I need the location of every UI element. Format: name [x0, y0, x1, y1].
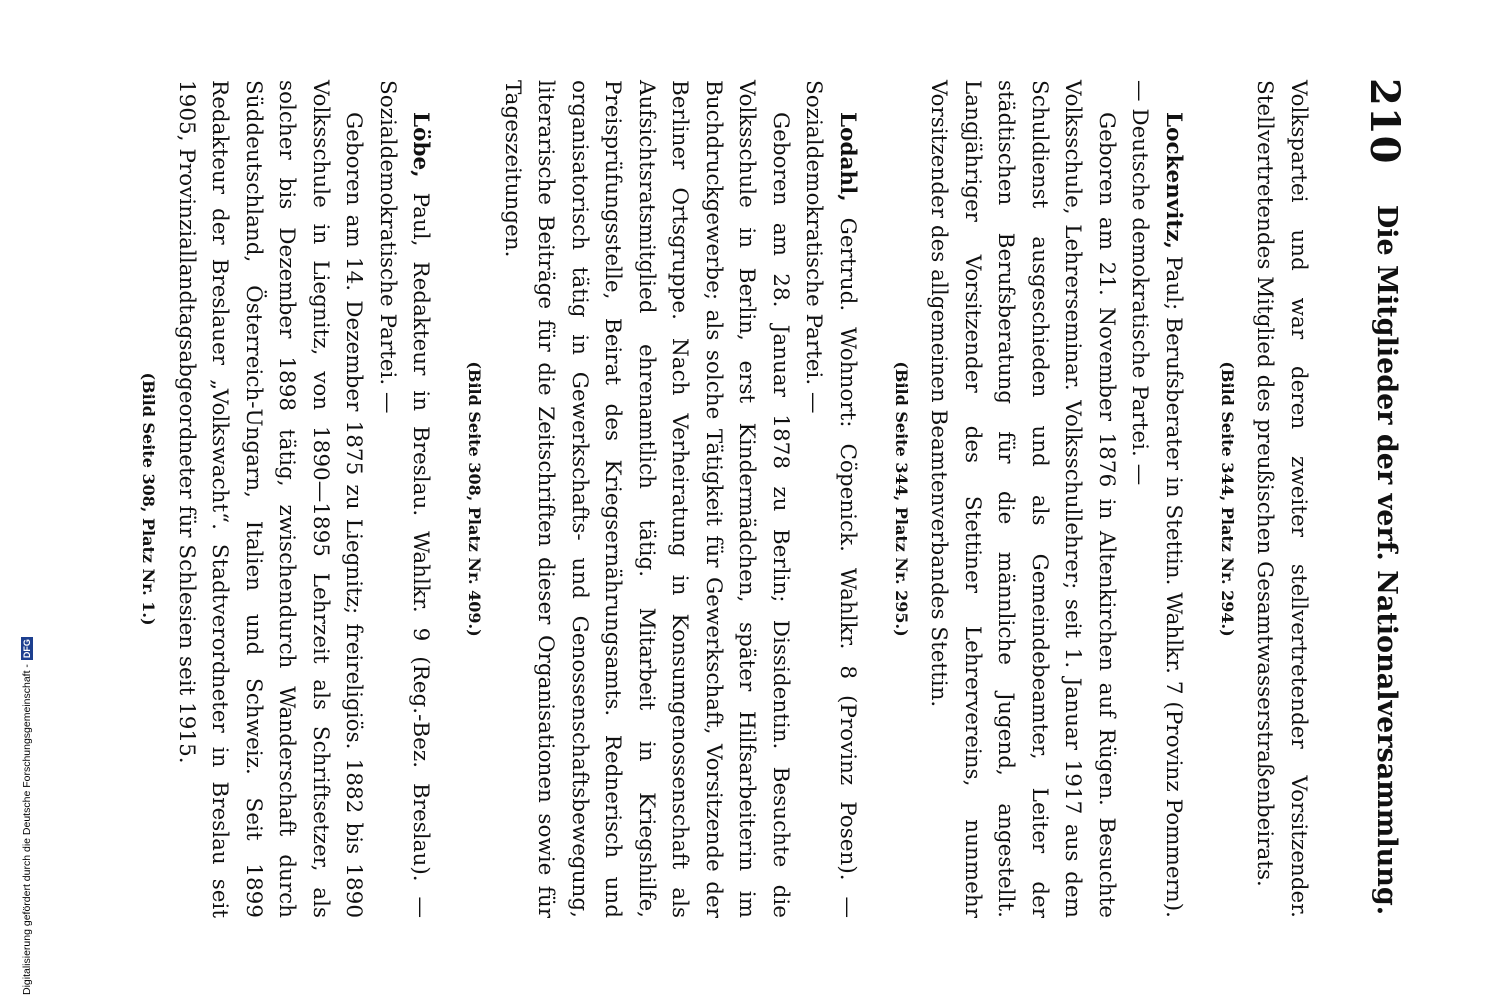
entry-biography: Geboren am 14. Dezember 1875 zu Liegnitz; freireligiös. 1882 bis 1890 Volksschule in Liegnitz, von 1890—1895 Lehrzeit als Schriftsetzer, als solcher bis Dezember 1898 tätig, zwischendurch Wanderschaft durch Süddeutschland, Österreich-Ungarn, Italien und Schweiz. Seit 1899 Redakteur der Breslauer „Volkswacht“. Stadtverordneter in Breslau seit 1905, Provinziallandtagsabgeordneter für Schlesien seit 1915.: [174, 80, 367, 918]
person-name: Lockenvitz,: [1161, 112, 1186, 250]
digitization-credit: [20, 595, 34, 995]
page-number: 210: [1361, 78, 1408, 165]
entry-heading-paragraph: [797, 80, 864, 918]
person-name: Lodahl,: [835, 112, 860, 202]
entry-summary: Paul, Redakteur in Breslau. Wahlkr. 9 (Reg.-Bez. Breslau). — Sozialdemokratische Partei. —: [375, 80, 434, 918]
entry-heading-paragraph: [1123, 80, 1190, 918]
picture-reference: (Bild Seite 308, Platz Nr. 409.): [465, 361, 485, 637]
page-header: [1360, 70, 1410, 930]
biography-entry: [464, 80, 865, 918]
dfg-logo: DFG: [22, 639, 32, 659]
picture-reference: (Bild Seite 344, Platz Nr. 295.): [892, 361, 911, 637]
picture-reference: (Bild Seite 344, Platz Nr. 294.): [1218, 361, 1237, 637]
person-name: Löbe,: [408, 112, 434, 178]
credit-text: Digitalisierung gefördert durch die Deutsche Forschungsgemeinschaft -: [21, 664, 33, 995]
biography-entry: [138, 80, 438, 918]
page-body: [112, 80, 1316, 918]
intro-paragraph: Volkspartei und war deren zweiter stellvertretender Vorsitzender. Stellvertretendes Mitglied des preußischen Gesamtwasserstraßenbeirats.: [1252, 80, 1311, 918]
entry-biography: Geboren am 21. November 1876 in Altenkirchen auf Rügen. Besuchte Volksschule, Lehrerseminar. Volksschullehrer; seit 1. Januar 1917 aus dem Schuldienst ausgeschieden und als Gemeindebeamter, Leiter der städtischen Berufsberatung für die männliche Jugend, angestellt. Langjähriger Vorsitzender des Stettiner Lehrervereins, nunmehr Vorsitzender des allgemeinen Beamtenverbandes Stettin.: [926, 80, 1119, 918]
entry-summary: Gertrud. Wohnort: Cöpenick. Wahlkr. 8 (Provinz Posen). — Sozialdemokratische Partei. —: [801, 80, 860, 918]
entry-biography: Geboren am 28. Januar 1878 zu Berlin; Dissidentin. Besuchte die Volksschule in Berlin, erst Kindermädchen, später Hilfsarbeiterin im Buchdruckgewerbe; als solche Tätigkeit für Gewerkschaft, Vorsitzende der Berliner Ortsgruppe. Nach Verheiratung in Konsumgenossenschaft als Aufsichtsratsmitglied ehrenamtlich tätig. Mitarbeit in Kriegshilfe, Preisprüfungsstelle, Beirat des Kriegsernährungsamts. Rednerisch und organisatorisch tätig in Gewerkschafts- und Genossenschaftsbewegung, literarische Beiträge für die Zeitschriften dieser Organisationen sowie für Tageszeitungen.: [500, 80, 793, 918]
document-page: [80, 70, 1410, 930]
running-title: Die Mitglieder der verf. Nationalversammlung.: [1371, 204, 1402, 916]
entry-heading-paragraph: [371, 80, 438, 918]
biography-entry: [890, 80, 1190, 918]
picture-reference: (Bild Seite 308, Platz Nr. 1.): [139, 372, 159, 626]
entry-summary: Paul; Berufsberater in Stettin. Wahlkr. 7 (Provinz Pommern). — Deutsche demokratische Partei. —: [1127, 80, 1186, 918]
intro-continuation: [1216, 80, 1315, 918]
